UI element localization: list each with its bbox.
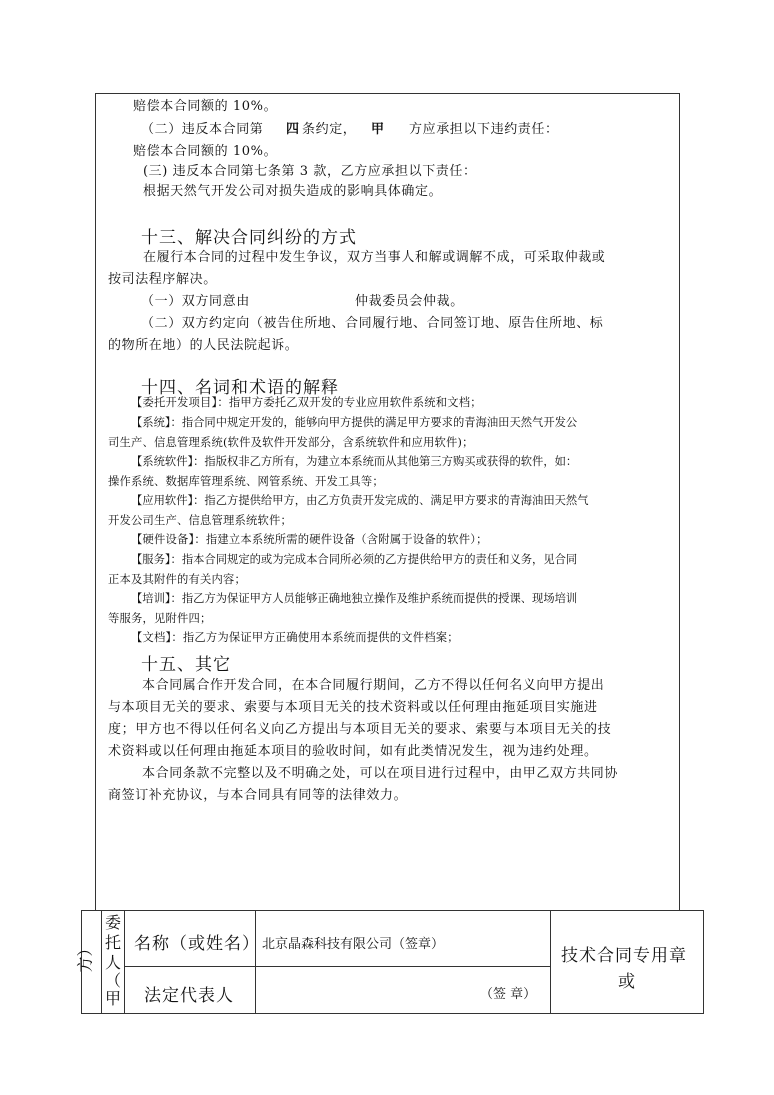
term-line: 【服务】：指本合同规定的或为完成本合同所必须的乙方提供给甲方的责任和义务，见合同 xyxy=(131,553,578,566)
seal-line-1: 技术合同专用章 xyxy=(561,946,687,966)
table-divider xyxy=(101,911,102,1013)
section-13-para-1a: 在履行本合同的过程中发生争议，双方当事人和解或调解不成，可采取仲裁或 xyxy=(143,250,606,265)
section-15-heading: 十五、其它 xyxy=(141,655,231,675)
section-15-line: 与本项目无关的要求、索要与本项目无关的技术资料或以任何理由拖延项目实施进 xyxy=(108,700,598,715)
party-char: 委 xyxy=(105,913,122,932)
section-15-line: 本合同属合作开发合同，在本合同履行期间，乙方不得以任何名义向甲方提出 xyxy=(142,678,605,693)
section-13-option-2b: 的物所在地）的人民法院起诉。 xyxy=(108,338,299,353)
rep-label: 法定代表人 xyxy=(144,986,234,1006)
term-line: 【应用软件】：指乙方提供给甲方，由乙方负责开发完成的、满足甲方要求的青海油田天然气 xyxy=(131,494,589,507)
section-13-heading: 十三、解决合同纠纷的方式 xyxy=(141,228,357,248)
table-divider xyxy=(124,911,125,1013)
term-line: 【系统】：指合同中规定开发的，能够向甲方提供的满足甲方要求的青海油田天然气开发公 xyxy=(131,416,578,429)
penalty-line-1: 赔偿本合同额的 10%。 xyxy=(133,99,278,114)
term-line: 等服务，见附件四； xyxy=(108,612,212,625)
penalty-party: 甲 xyxy=(371,122,385,137)
section-13-option-2a: （二）双方约定向（被告住所地、合同履行地、合同签订地、原告住所地、标 xyxy=(141,316,604,331)
term-line: 司生产、信息管理系统(软件及软件开发部分，含系统软件和应用软件)； xyxy=(108,436,474,449)
term-line: 【委托开发项目】：指甲方委托乙双开发的专业应用软件系统和文档； xyxy=(131,396,482,409)
section-15-line: 本合同条款不完整以及不明确之处，可以在项目进行过程中，由甲乙双方共同协 xyxy=(142,766,619,781)
term-line: 【系统软件】：指版权非乙方所有，为建立本系统而从其他第三方购买或获得的软件，如： xyxy=(131,455,578,468)
section-13-para-1b: 按司法程序解决。 xyxy=(108,272,217,287)
penalty-clause-number: 四 xyxy=(286,122,300,137)
term-line: 开发公司生产、信息管理系统软件； xyxy=(108,514,292,527)
section-15-line: 度；甲方也不得以任何名义向乙方提出与本项目无关的要求、索要与本项目无关的技 xyxy=(108,722,612,737)
term-line: 【培训】：指乙方为保证甲方人员能够正确地独立操作及维护系统而提供的授课、现场培训 xyxy=(131,592,578,605)
seal-line-2: 或 xyxy=(618,972,635,992)
penalty-line-2-mid: 条约定， xyxy=(302,122,357,137)
term-line: 【硬件设备】：指建立本系统所需的硬件设备（含附属于设备的软件）； xyxy=(131,533,488,546)
penalty-line-4: (三) 违反本合同第七条第 3 款，乙方应承担以下责任： xyxy=(143,164,477,179)
penalty-line-2-end: 方应承担以下违约责任： xyxy=(409,122,559,137)
penalty-line-5: 根据天然气开发公司对损失造成的影响具体确定。 xyxy=(143,184,443,199)
party-char: 人 xyxy=(105,953,122,972)
section-14-heading: 十四、名词和术语的解释 xyxy=(141,378,339,398)
party-char: 托 xyxy=(105,933,122,952)
table-divider xyxy=(550,911,551,1013)
term-line: 正本及其附件的有关内容； xyxy=(108,573,246,586)
rep-value: （签 章） xyxy=(480,987,537,1002)
party-char: （ xyxy=(105,971,122,990)
term-line: 【文档】：指乙方为保证甲方正确使用本系统而提供的文件档案； xyxy=(131,631,459,644)
table-divider xyxy=(255,911,256,1013)
section-15-line: 术资料或以任何理由拖延本项目的验收时间，如有此类情况发生，视为违约处理。 xyxy=(108,744,598,759)
section-13-option-1a: （一）双方同意由 xyxy=(141,294,250,309)
party-tail: 方） xyxy=(75,940,95,973)
section-15-line: 商签订补充协议，与本合同具有同等的法律效力。 xyxy=(108,788,408,803)
name-label: 名称（或姓名） xyxy=(134,934,260,954)
penalty-line-2-start: （二）违反本合同第 xyxy=(141,122,264,137)
party-char: 甲 xyxy=(105,989,122,1008)
term-line: 操作系统、数据库管理系统、网管系统、开发工具等； xyxy=(108,475,384,488)
table-row-divider xyxy=(124,966,550,967)
signature-table xyxy=(75,910,704,1014)
section-13-option-1b: 仲裁委员会仲裁。 xyxy=(355,294,464,309)
name-value: 北京晶森科技有限公司（签章） xyxy=(262,937,445,952)
penalty-line-3: 赔偿本合同额的 10%。 xyxy=(133,144,278,159)
